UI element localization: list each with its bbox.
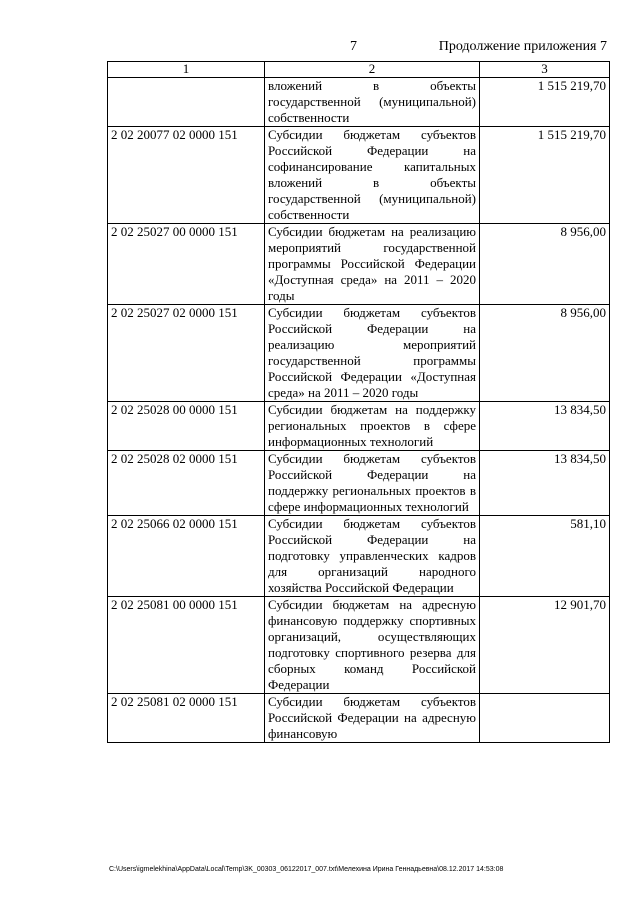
table-row [108,305,610,402]
row-name: Субсидии бюджетам субъектов Российской Федерации на подготовку управленческих кадров для организаций народного хозяйства Российской Федерации [265,516,480,597]
row-code: 2 02 25028 00 0000 151 [108,402,265,451]
row-amount: 8 956,00 [480,224,610,305]
table-row [108,127,610,224]
table-row [108,402,610,451]
column-header: 3 [480,62,610,78]
column-header: 1 [108,62,265,78]
table-row [108,516,610,597]
table-row [108,597,610,694]
table-row [108,694,610,743]
row-amount: 8 956,00 [480,305,610,402]
continuation-title: Продолжение приложения 7 [438,39,607,54]
row-code: 2 02 25066 02 0000 151 [108,516,265,597]
table-row [108,224,610,305]
row-code: 2 02 20077 02 0000 151 [108,127,265,224]
page-number: 7 [350,39,357,54]
column-header: 2 [265,62,480,78]
row-code: 2 02 25027 00 0000 151 [108,224,265,305]
column-number-row [108,62,610,78]
row-amount: 1 515 219,70 [480,78,610,127]
row-code: 2 02 25081 00 0000 151 [108,597,265,694]
row-name: вложений в объекты государственной (муниципальной) собственности [265,78,480,127]
row-name: Субсидии бюджетам на адресную финансовую поддержку спортивных организаций, осуществляющих подготовку спортивного резерва для сборных команд Российской Федерации [265,597,480,694]
row-amount: 13 834,50 [480,402,610,451]
row-name: Субсидии бюджетам субъектов Российской Федерации на софинансирование капитальных вложений в объекты государственной (муниципальной) собственности [265,127,480,224]
row-amount: 13 834,50 [480,451,610,516]
row-name: Субсидии бюджетам субъектов Российской Федерации на поддержку региональных проектов в сфере информационных технологий [265,451,480,516]
row-code: 2 02 25027 02 0000 151 [108,305,265,402]
row-amount: 581,10 [480,516,610,597]
file-path-footer: C:\Users\igmelekhina\AppData\Local\Temp\3K_00303_06122017_007.txt\Мелехина Ирина Геннадьевна\08.12.2017 14:53:08 [109,866,504,873]
row-name: Субсидии бюджетам субъектов Российской Федерации на адресную финансовую [265,694,480,743]
row-amount [480,694,610,743]
row-name: Субсидии бюджетам субъектов Российской Федерации на реализацию мероприятий государственной программы Российской Федерации «Доступная среда» на 2011 – 2020 годы [265,305,480,402]
row-name: Субсидии бюджетам на поддержку региональных проектов в сфере информационных технологий [265,402,480,451]
row-code: 2 02 25081 02 0000 151 [108,694,265,743]
budget-table [107,61,610,743]
row-code: 2 02 25028 02 0000 151 [108,451,265,516]
row-code [108,78,265,127]
table-row [108,451,610,516]
row-amount: 12 901,70 [480,597,610,694]
row-amount: 1 515 219,70 [480,127,610,224]
row-name: Субсидии бюджетам на реализацию мероприятий государственной программы Российской Федерации «Доступная среда» на 2011 – 2020 годы [265,224,480,305]
table-row [108,78,610,127]
